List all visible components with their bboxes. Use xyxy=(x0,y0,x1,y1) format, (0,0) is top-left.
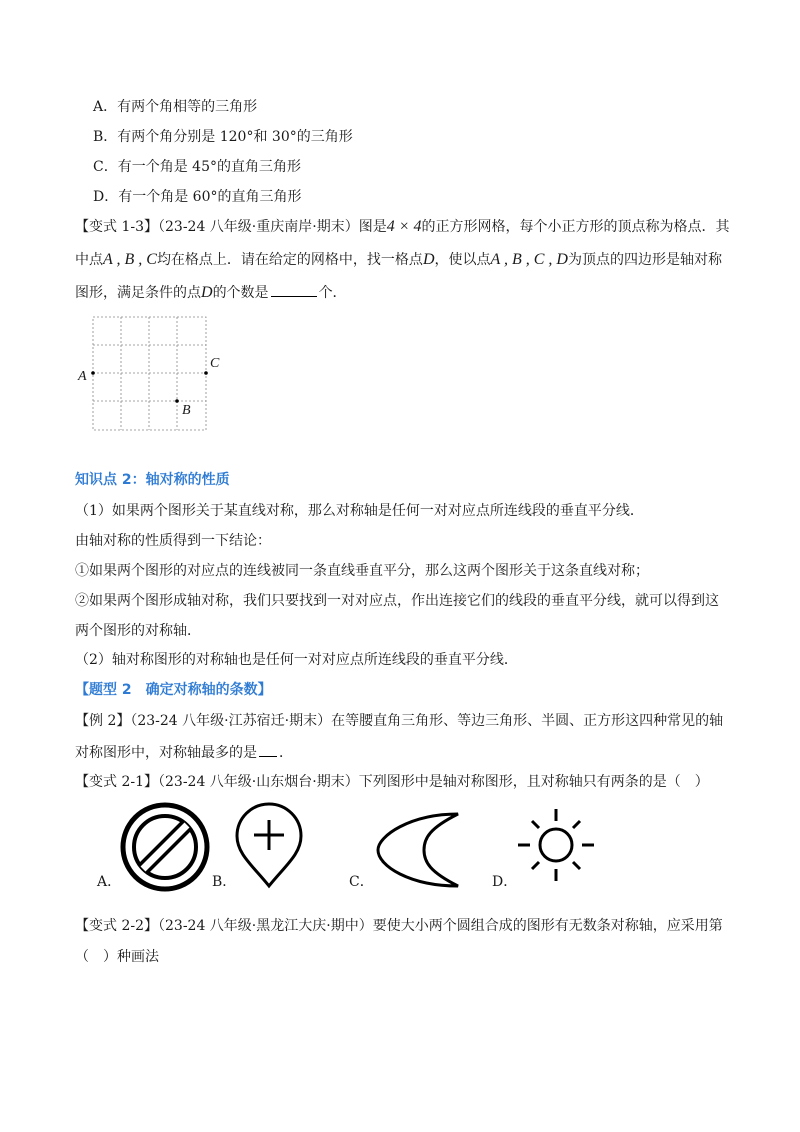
variant-2-1-line xyxy=(75,772,709,792)
figure-a-no-entry-icon xyxy=(118,800,213,895)
text: 的个数是 xyxy=(212,285,269,301)
knowledge-p4b: 两个图形的对称轴． xyxy=(75,623,201,639)
option-c: C．有一个角是 45°的直角三角形 xyxy=(93,159,301,175)
point-d: D xyxy=(422,251,435,268)
label-c: C xyxy=(210,356,220,371)
text: 中点 xyxy=(75,252,103,268)
variant-tag: 【变式 1-3】 xyxy=(75,219,158,235)
points-abc: A , B , C xyxy=(103,251,157,268)
variant-tag: 【变式 2-1】 xyxy=(75,774,158,790)
points-abcd: A , B , C , D xyxy=(490,251,568,268)
label-a: A xyxy=(78,369,87,384)
knowledge-p4a: ②如果两个图形成轴对称，我们只要找到一对对应点，作出连接它们的线段的垂直平分线，就可以得到这 xyxy=(75,593,719,609)
point-c-dot xyxy=(204,371,208,375)
knowledge-p3: ①如果两个图形的对应点的连线被同一条直线垂直平分，那么这两个图形关于这条直线对称； xyxy=(75,563,649,579)
knowledge-p5: （2）轴对称图形的对称轴也是任何一对对应点所连线段的垂直平分线． xyxy=(75,652,518,668)
point-a-dot xyxy=(91,371,95,375)
option-a: A．有两个角相等的三角形 xyxy=(93,99,258,115)
variant-2-2-line1 xyxy=(75,916,723,936)
point-b-dot xyxy=(175,399,179,403)
label-b: B xyxy=(182,403,191,418)
topic-heading: 【题型 2 确定对称轴的条数】 xyxy=(75,682,272,698)
knowledge-p2: 由轴对称的性质得到一下结论： xyxy=(75,533,271,549)
text: 对称图形中，对称轴最多的是 xyxy=(75,745,257,761)
variant-2-2-line2: （ ）种画法 xyxy=(75,949,159,965)
point-d: D xyxy=(201,284,213,301)
text: ，使以点 xyxy=(434,252,491,268)
variant-1-3-line3 xyxy=(75,282,347,303)
figure-a-label: A． xyxy=(97,874,122,890)
text: 为顶点的四边形是轴对称 xyxy=(567,252,722,268)
text: （23-24 八年级·山东烟台·期末）下列图形中是轴对称图形，且对称轴只有两条的是（ ） xyxy=(158,774,709,790)
text: 个． xyxy=(318,285,347,301)
example-2-line2 xyxy=(75,742,293,763)
knowledge-p1: （1）如果两个图形关于某直线对称，那么对称轴是任何一对对应点所连线段的垂直平分线． xyxy=(75,503,644,519)
variant-1-3-line2 xyxy=(75,250,722,270)
option-d: D．有一个角是 60°的直角三角形 xyxy=(93,189,302,205)
text: 均在格点上．请在给定的网格中，找一格点 xyxy=(156,252,423,268)
text: （23-24 八年级·江苏宿迁·期末）在等腰直角三角形、等边三角形、半圆、正方形这四种常见的轴 xyxy=(130,713,724,729)
variant-tag: 【变式 2-2】 xyxy=(75,918,158,934)
example-tag: 【例 2】 xyxy=(75,713,131,729)
example-2-line1 xyxy=(75,711,723,731)
grid-size: 4 × 4 xyxy=(386,218,422,235)
variant-1-3-line1 xyxy=(75,217,730,237)
figure-d-sun-icon xyxy=(508,805,604,885)
figure-c-crescent-icon xyxy=(370,810,465,890)
source: （23-24 八年级·重庆南岸·期末） xyxy=(158,219,359,235)
figure-b-pin-plus-icon xyxy=(233,800,305,890)
text: 的正方形网格，每个小正方形的顶点称为格点．其 xyxy=(421,219,730,235)
text: ． xyxy=(279,745,293,761)
answer-blank xyxy=(259,742,277,757)
text: 图形，满足条件的点 xyxy=(75,285,201,301)
text: （23-24 八年级·黑龙江大庆·期中）要使大小两个圆组合成的图形有无数条对称轴，应采用第 xyxy=(158,918,723,934)
figure-d-label: D． xyxy=(492,874,518,890)
knowledge-heading: 知识点 2：轴对称的性质 xyxy=(75,472,230,488)
text: 图是 xyxy=(358,219,387,235)
grid-figure xyxy=(85,310,225,440)
figure-b-label: B． xyxy=(212,874,237,890)
option-b: B．有两个角分别是 120°和 30°的三角形 xyxy=(93,129,353,145)
figure-c-label: C． xyxy=(349,874,374,890)
answer-blank xyxy=(271,282,317,297)
